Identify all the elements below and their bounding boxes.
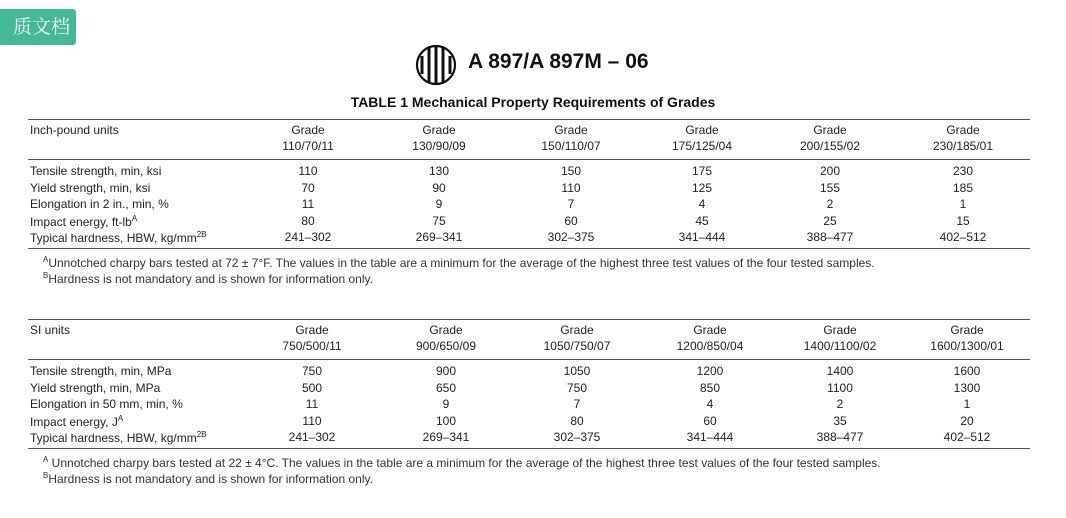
footnote-a: $^A$Unnotched charpy bars tested at 72 ± 7°F. The values in the table are a minimum for the average of the highest three test values of the four tested samples. xyxy=(43,255,875,270)
si-units-table xyxy=(28,319,1030,449)
table-cell: 2 xyxy=(826,197,834,211)
table-cell: 402–512 xyxy=(939,230,987,244)
table-cell: 7 xyxy=(573,397,581,411)
table-cell: 200 xyxy=(819,164,841,178)
grade-header: Grade xyxy=(823,323,857,337)
grade-header: Grade xyxy=(560,323,594,337)
table-cell: 11 xyxy=(305,397,319,411)
inch-pound-table xyxy=(28,119,1030,249)
grade-designation: 900/650/09 xyxy=(415,339,477,353)
table-cell: 7 xyxy=(567,197,575,211)
table-bottom-rule xyxy=(28,448,1030,449)
table-cell: 25 xyxy=(823,213,837,228)
table-cell: 2 xyxy=(836,397,844,411)
table-cell: 60 xyxy=(564,213,578,228)
table-cell: 1200 xyxy=(696,364,724,378)
table-cell: 150 xyxy=(560,164,582,178)
table-cell: 35 xyxy=(833,413,847,428)
grade-designation: 150/110/07 xyxy=(541,139,601,153)
table-cell: 9 xyxy=(435,197,443,211)
table-title: TABLE 1 Mechanical Property Requirements of Grades xyxy=(350,94,716,110)
table-cell: 850 xyxy=(699,380,721,395)
grade-designation: 130/90/09 xyxy=(412,139,466,153)
table-cell: 45 xyxy=(695,213,709,228)
grade-designation: 1600/1300/01 xyxy=(930,339,1004,353)
table-cell: 60 xyxy=(703,413,717,428)
grade-designation: 1200/850/04 xyxy=(676,339,744,353)
table-cell: 269–341 xyxy=(422,430,470,444)
table-cell: 388–477 xyxy=(816,430,864,444)
table-cell: 80 xyxy=(570,413,584,428)
table-cell: 80 xyxy=(301,213,315,228)
table-cell: 110 xyxy=(298,164,318,178)
grade-designation: 175/125/04 xyxy=(671,139,733,153)
table-cell: 269–341 xyxy=(415,230,463,244)
property-label: Impact energy, $J^A$ xyxy=(30,413,124,429)
grade-header: Grade xyxy=(295,323,329,337)
table-cell: 241–302 xyxy=(284,230,332,244)
table-cell: 9 xyxy=(442,397,450,411)
grade-designation: 200/155/02 xyxy=(799,139,861,153)
table-cell: 341–444 xyxy=(686,430,734,444)
grade-designation: 1400/1100/02 xyxy=(803,339,877,353)
table-cell: 402–512 xyxy=(943,430,991,444)
property-label: Impact energy, $ft-lb^A$ xyxy=(30,213,138,229)
property-label: Typical hardness, HBW, $kg/mm^{2B}$ xyxy=(30,230,207,245)
footnote-b: $^B$Hardness is not mandatory and is shown for information only. xyxy=(43,271,373,286)
table-top-rule xyxy=(28,119,1030,120)
units-label: Inch-pound units xyxy=(30,123,119,137)
table-cell: 130 xyxy=(428,164,450,178)
property-label: Yield strength, min, MPa xyxy=(30,380,161,395)
grade-header: Grade xyxy=(685,123,719,137)
table-cell: 1 xyxy=(959,197,967,211)
table-cell: 110 xyxy=(302,413,322,428)
table-cell: 302–375 xyxy=(547,230,595,244)
table-cell: 341–444 xyxy=(678,230,726,244)
table-cell: 241–302 xyxy=(288,430,336,444)
property-label: Typical hardness, HBW, $kg/mm^{2B}$ xyxy=(30,430,207,445)
grade-designation: 230/185/01 xyxy=(932,139,994,153)
property-label: Elongation in 50 mm, min, % xyxy=(30,397,183,411)
grade-header: Grade xyxy=(946,123,980,137)
table-top-rule xyxy=(28,319,1030,320)
table-cell: 100 xyxy=(435,413,457,428)
footnote-b: $^B$Hardness is not mandatory and is shown for information only. xyxy=(43,471,373,486)
astm-logo-icon xyxy=(413,42,459,88)
header-rule xyxy=(28,359,1030,360)
table-bottom-rule xyxy=(28,248,1030,249)
grade-header: Grade xyxy=(693,323,727,337)
table-cell: 500 xyxy=(301,380,323,395)
property-label: Tensile strength, min, MPa xyxy=(30,364,172,378)
grade-header: Grade xyxy=(813,123,847,137)
table-cell: 15 xyxy=(956,213,970,228)
table-cell: 1 xyxy=(963,397,971,411)
table-cell: 175 xyxy=(691,164,713,178)
grade-designation: 750/500/11 xyxy=(282,339,342,353)
table-cell: 20 xyxy=(960,413,974,428)
overlay-tag[interactable]: 质文档 xyxy=(0,9,76,45)
table-cell: 1400 xyxy=(826,364,854,378)
table-cell: 90 xyxy=(432,180,446,195)
table-cell: 1100 xyxy=(827,380,853,395)
table-cell: 4 xyxy=(698,197,706,211)
table-cell: 750 xyxy=(566,380,588,395)
table-cell: 185 xyxy=(952,180,974,195)
table-cell: 11 xyxy=(301,197,315,211)
grade-header: Grade xyxy=(291,123,325,137)
table-cell: 1600 xyxy=(953,364,981,378)
table-cell: 900 xyxy=(435,364,457,378)
table-cell: 110 xyxy=(561,180,581,195)
table-cell: 155 xyxy=(819,180,841,195)
table-cell: 125 xyxy=(691,180,713,195)
table-cell: 75 xyxy=(432,213,446,228)
grade-header: Grade xyxy=(950,323,984,337)
grade-designation: 1050/750/07 xyxy=(543,339,611,353)
grade-designation: 110/70/11 xyxy=(282,139,334,153)
table-cell: 1050 xyxy=(563,364,591,378)
header-rule xyxy=(28,159,1030,160)
table-cell: 70 xyxy=(301,180,315,195)
document-title: A 897/A 897M – 06 xyxy=(468,50,649,73)
units-label: SI units xyxy=(30,323,71,337)
grade-header: Grade xyxy=(422,123,456,137)
footnote-a: $^A$ Unnotched charpy bars tested at 22 ± 4°C. The values in the table are a minimum for the average of the highest three test values of the four tested samples. xyxy=(43,455,881,470)
property-label: Elongation in 2 in., min, % xyxy=(30,197,169,211)
grade-header: Grade xyxy=(554,123,588,137)
table-cell: 302–375 xyxy=(553,430,601,444)
property-label: Tensile strength, min, ksi xyxy=(30,164,162,178)
table-cell: 4 xyxy=(706,397,714,411)
grade-header: Grade xyxy=(429,323,463,337)
table-cell: 388–477 xyxy=(806,230,854,244)
table-cell: 230 xyxy=(952,164,974,178)
table-cell: 1300 xyxy=(953,380,981,395)
table-cell: 750 xyxy=(301,364,323,378)
property-label: Yield strength, min, ksi xyxy=(30,180,151,195)
table-cell: 650 xyxy=(435,380,457,395)
